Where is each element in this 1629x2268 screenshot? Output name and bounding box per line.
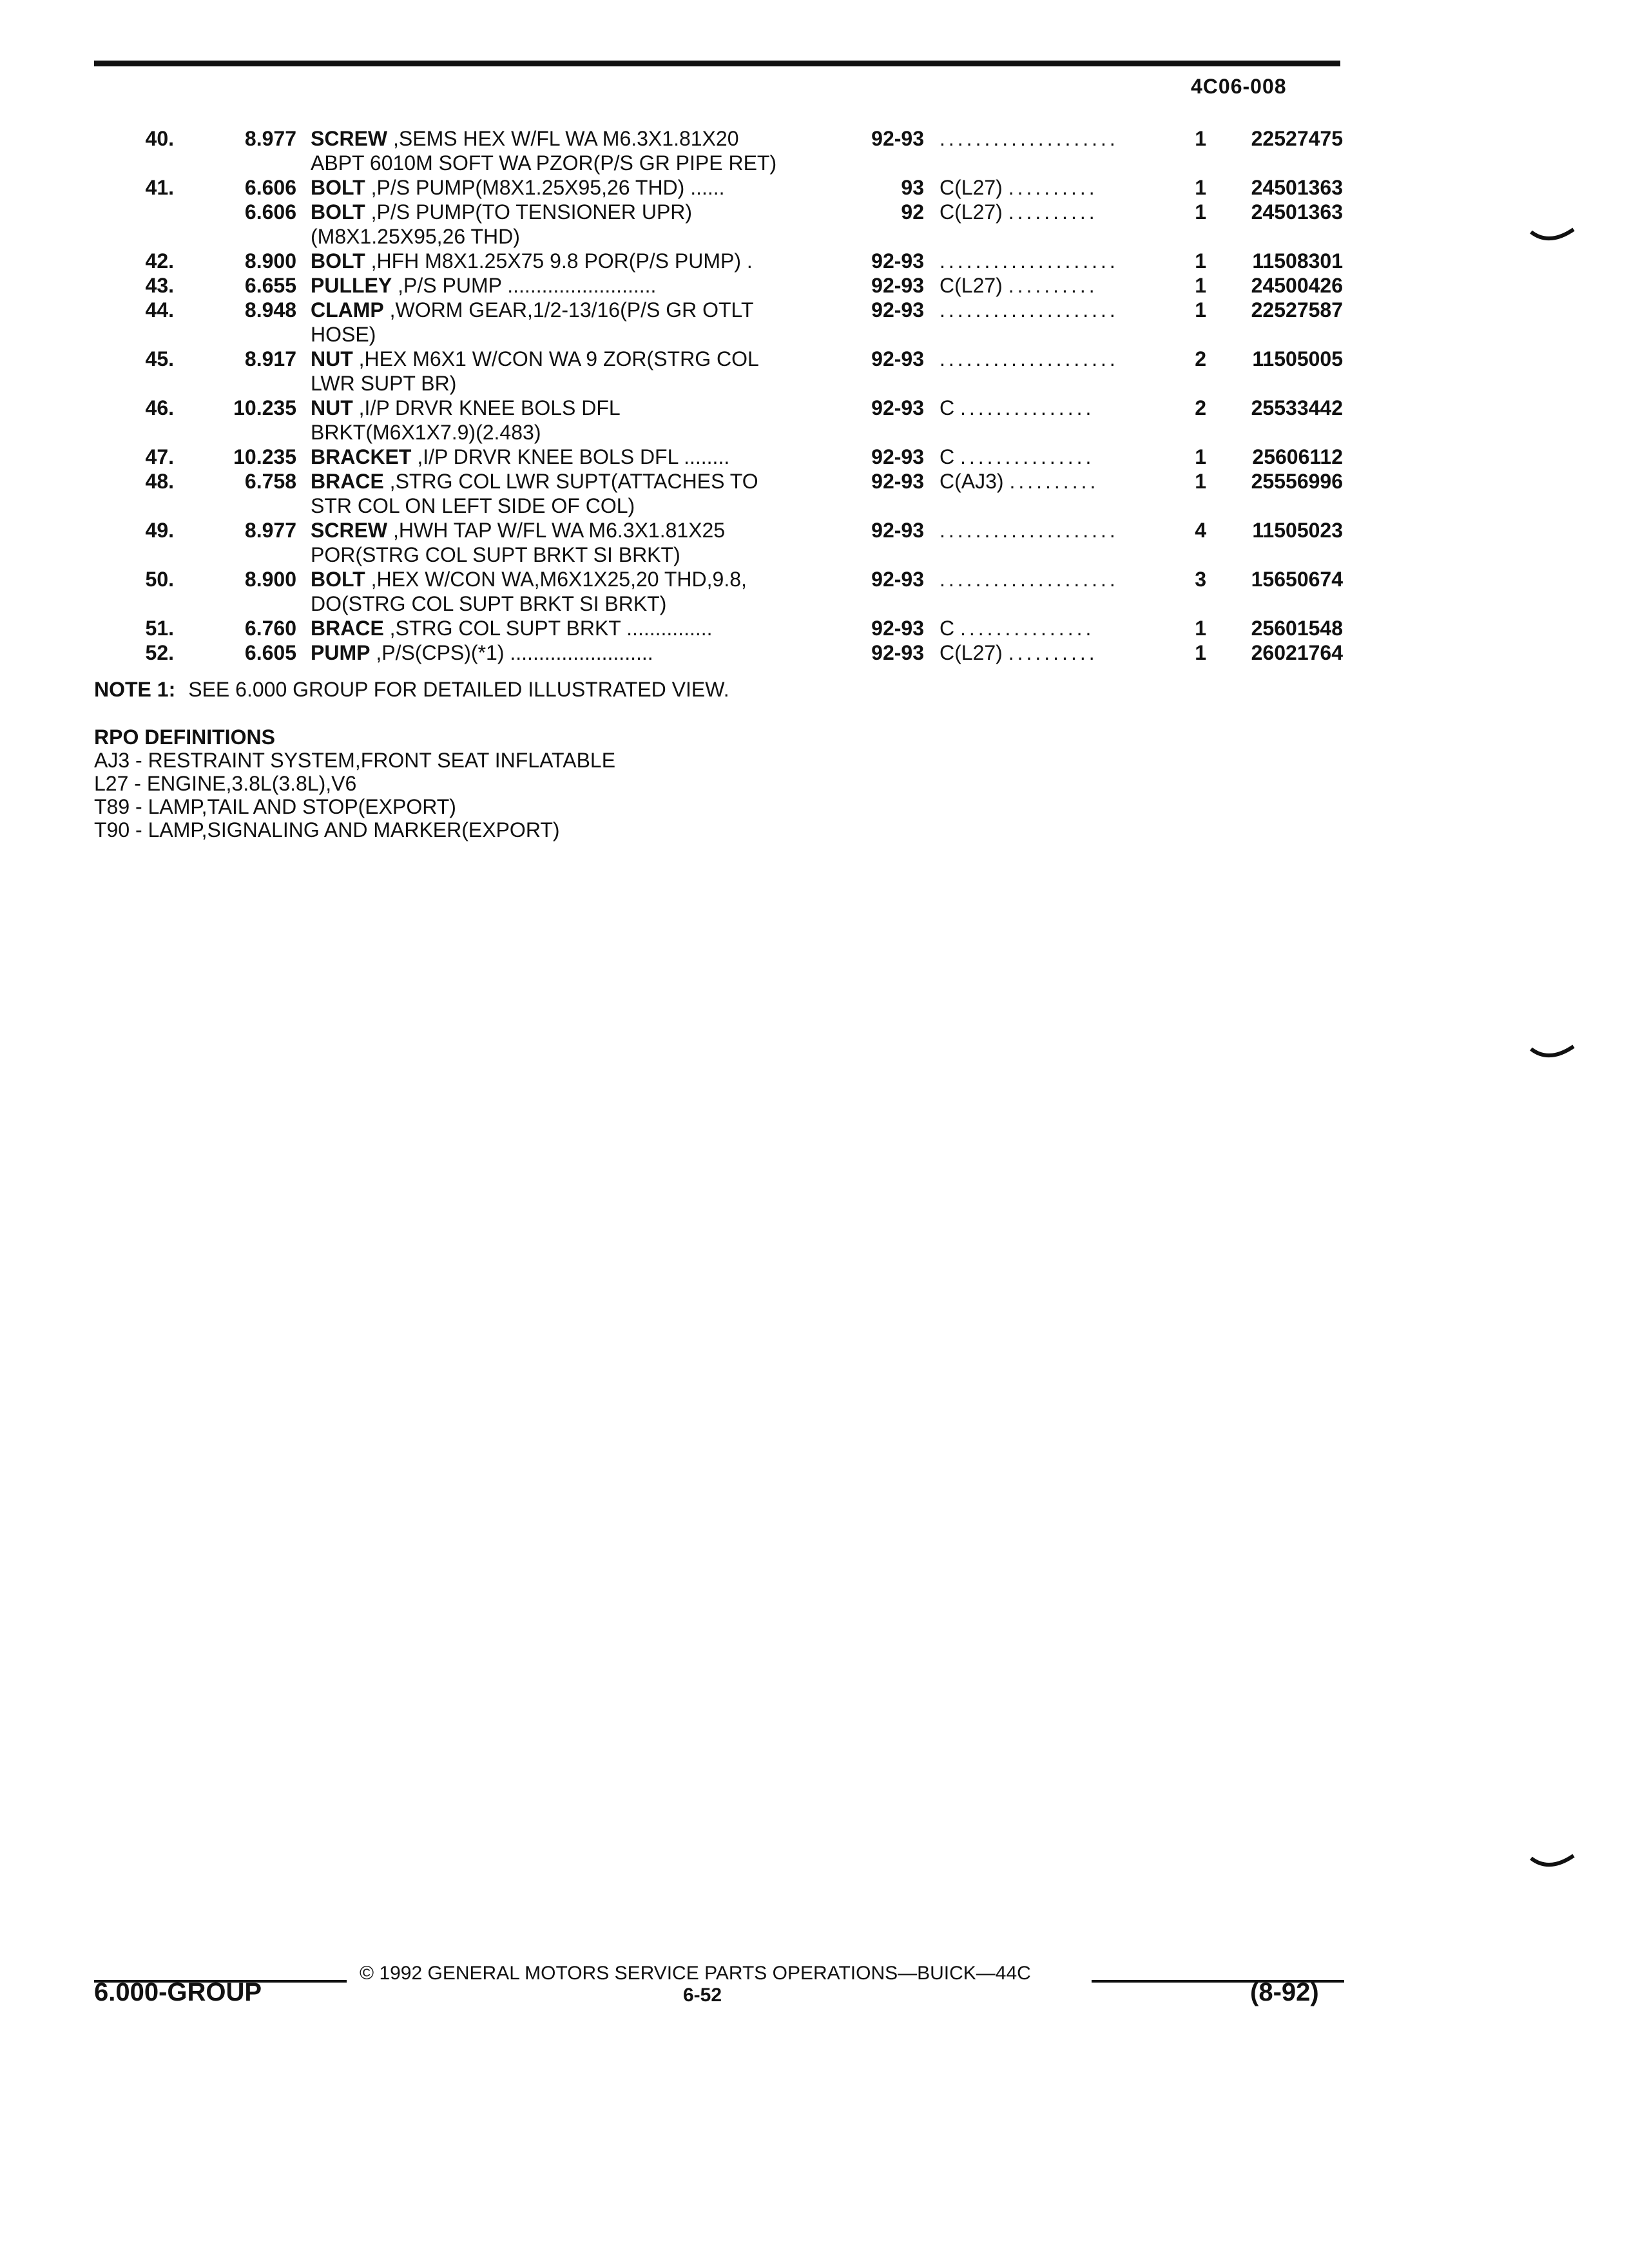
part-description: ,HEX W/CON WA,M6X1X25,20 THD,9.8, — [365, 568, 747, 591]
rpo-definitions — [94, 726, 615, 841]
description — [311, 175, 839, 200]
leader-dots: .................... — [940, 127, 1119, 150]
item-number: 40. — [145, 127, 174, 150]
footer-group: 6.000-GROUP — [94, 1978, 262, 2006]
usage-code — [940, 567, 1159, 591]
part-name: PUMP — [311, 641, 371, 664]
group-number: 6.758 — [244, 470, 296, 493]
rpo-item: T90 - LAMP,SIGNALING AND MARKER(EXPORT) — [94, 818, 560, 841]
leader-dots: .................... — [940, 519, 1119, 542]
part-name: NUT — [311, 347, 353, 370]
item-number: 43. — [145, 274, 174, 297]
part-description: STR COL ON LEFT SIDE OF COL) — [311, 494, 635, 517]
part-description: ,STRG COL SUPT BRKT ............... — [383, 617, 713, 640]
part-number: 25606112 — [1252, 445, 1343, 468]
leader-dots: ............... — [960, 445, 1095, 468]
part-description: DO(STRG COL SUPT BRKT SI BRKT) — [311, 592, 667, 615]
usage-code — [940, 175, 1159, 200]
rpo-item: L27 - ENGINE,3.8L(3.8L),V6 — [94, 772, 357, 795]
table-row — [0, 543, 1629, 567]
table-row — [0, 347, 1629, 371]
rpo-heading: RPO DEFINITIONS — [94, 726, 275, 749]
model-years: 92-93 — [871, 396, 924, 419]
part-description: LWR SUPT BR) — [311, 372, 457, 395]
quantity: 2 — [1195, 396, 1206, 419]
binder-hole-mark — [1530, 1044, 1575, 1063]
table-row — [0, 371, 1629, 396]
item-number: 42. — [145, 249, 174, 273]
group-number: 8.977 — [244, 519, 296, 542]
description — [311, 420, 839, 445]
table-row — [0, 322, 1629, 347]
description — [311, 518, 839, 543]
usage-code-text: C — [940, 617, 955, 640]
usage-code — [940, 640, 1159, 665]
item-number: 44. — [145, 298, 174, 322]
description — [311, 543, 839, 567]
table-row — [0, 126, 1629, 151]
table-row — [0, 298, 1629, 322]
part-number: 15650674 — [1251, 568, 1343, 591]
footer-date: (8-92) — [1250, 1978, 1319, 2006]
quantity: 1 — [1195, 641, 1206, 664]
part-name: BOLT — [311, 176, 365, 199]
part-description: ,WORM GEAR,1/2-13/16(P/S GR OTLT — [383, 298, 754, 322]
group-number: 6.605 — [244, 641, 296, 664]
description — [311, 469, 839, 494]
table-row — [0, 273, 1629, 298]
quantity: 1 — [1195, 176, 1206, 199]
item-number: 46. — [145, 396, 174, 419]
model-years: 93 — [901, 176, 924, 199]
item-number: 45. — [145, 347, 174, 370]
part-description: HOSE) — [311, 323, 376, 346]
part-description: ,P/S(CPS)(*1) ......................... — [370, 641, 653, 664]
leader-dots: .......... — [1008, 274, 1098, 297]
usage-code — [940, 298, 1159, 322]
leader-dots: .................... — [940, 568, 1119, 591]
table-row — [0, 396, 1629, 420]
table-row — [0, 616, 1629, 640]
quantity: 2 — [1195, 347, 1206, 370]
part-description: POR(STRG COL SUPT BRKT SI BRKT) — [311, 543, 680, 566]
group-number: 6.606 — [244, 200, 296, 224]
rpo-item: AJ3 - RESTRAINT SYSTEM,FRONT SEAT INFLATABLE — [94, 749, 616, 772]
leader-dots: .......... — [1008, 641, 1098, 664]
page-code: 4C06-008 — [1191, 75, 1287, 98]
usage-code-text: C(L27) — [940, 274, 1003, 297]
description — [311, 640, 839, 665]
model-years: 92-93 — [871, 568, 924, 591]
part-name: BOLT — [311, 249, 365, 273]
part-name: BRACKET — [311, 445, 412, 468]
note — [94, 678, 729, 702]
group-number: 8.977 — [244, 127, 296, 150]
part-number: 11505005 — [1252, 347, 1343, 370]
quantity: 1 — [1195, 470, 1206, 493]
part-number: 25556996 — [1251, 470, 1343, 493]
description — [311, 151, 839, 175]
leader-dots: .................... — [940, 347, 1119, 370]
part-name: SCREW — [311, 519, 388, 542]
usage-code — [940, 273, 1159, 298]
part-description: ,P/S PUMP(TO TENSIONER UPR) — [365, 200, 693, 224]
part-number: 25601548 — [1251, 617, 1343, 640]
model-years: 92-93 — [871, 249, 924, 273]
group-number: 10.235 — [233, 445, 296, 468]
description — [311, 126, 839, 151]
usage-code — [940, 445, 1159, 469]
usage-code-text: C(L27) — [940, 641, 1003, 664]
model-years: 92 — [901, 200, 924, 224]
part-name: CLAMP — [311, 298, 384, 322]
part-number: 24501363 — [1251, 200, 1343, 224]
table-row — [0, 224, 1629, 249]
description — [311, 371, 839, 396]
model-years: 92-93 — [871, 274, 924, 297]
table-row — [0, 151, 1629, 175]
table-row — [0, 640, 1629, 665]
model-years: 92-93 — [871, 641, 924, 664]
part-name: BRACE — [311, 470, 384, 493]
usage-code — [940, 249, 1159, 273]
item-number: 51. — [145, 617, 174, 640]
group-number: 8.917 — [244, 347, 296, 370]
quantity: 1 — [1195, 200, 1206, 224]
part-description: ,HFH M8X1.25X75 9.8 POR(P/S PUMP) . — [365, 249, 753, 273]
binder-hole-mark — [1530, 1853, 1575, 1872]
usage-code — [940, 347, 1159, 371]
group-number: 8.900 — [244, 568, 296, 591]
description — [311, 616, 839, 640]
part-description: ,I/P DRVR KNEE BOLS DFL ........ — [411, 445, 730, 468]
quantity: 4 — [1195, 519, 1206, 542]
table-row — [0, 567, 1629, 591]
part-description: ,STRG COL LWR SUPT(ATTACHES TO — [383, 470, 758, 493]
leader-dots: .................... — [940, 298, 1119, 322]
model-years: 92-93 — [871, 445, 924, 468]
description — [311, 494, 839, 518]
note-text: SEE 6.000 GROUP FOR DETAILED ILLUSTRATED VIEW. — [188, 678, 729, 701]
leader-dots: ............... — [960, 396, 1095, 419]
table-row — [0, 200, 1629, 224]
group-number: 6.655 — [244, 274, 296, 297]
quantity: 1 — [1195, 127, 1206, 150]
part-name: NUT — [311, 396, 353, 419]
quantity: 3 — [1195, 568, 1206, 591]
quantity: 1 — [1195, 617, 1206, 640]
description — [311, 347, 839, 371]
part-number: 11508301 — [1252, 249, 1343, 273]
leader-dots: .......... — [1008, 200, 1098, 224]
item-number: 49. — [145, 519, 174, 542]
quantity: 1 — [1195, 445, 1206, 468]
model-years: 92-93 — [871, 470, 924, 493]
top-rule — [94, 61, 1340, 66]
part-description: BRKT(M6X1X7.9)(2.483) — [311, 421, 541, 444]
item-number: 50. — [145, 568, 174, 591]
item-number: 52. — [145, 641, 174, 664]
table-row — [0, 175, 1629, 200]
usage-code-text: C — [940, 396, 955, 419]
part-name: PULLEY — [311, 274, 392, 297]
part-number: 25533442 — [1251, 396, 1343, 419]
usage-code — [940, 616, 1159, 640]
item-number: 47. — [145, 445, 174, 468]
usage-code-text: C(L27) — [940, 176, 1003, 199]
part-number: 11505023 — [1252, 519, 1343, 542]
model-years: 92-93 — [871, 347, 924, 370]
footer-page-number: 6-52 — [683, 1984, 722, 2006]
part-description: ,I/P DRVR KNEE BOLS DFL — [352, 396, 621, 419]
description — [311, 200, 839, 224]
table-row — [0, 518, 1629, 543]
description — [311, 224, 839, 249]
rpo-item: T89 - LAMP,TAIL AND STOP(EXPORT) — [94, 795, 456, 818]
usage-code-text: C — [940, 445, 955, 468]
usage-code — [940, 126, 1159, 151]
part-number: 22527587 — [1251, 298, 1343, 322]
part-description: ,HWH TAP W/FL WA M6.3X1.81X25 — [387, 519, 726, 542]
part-description: ,HEX M6X1 W/CON WA 9 ZOR(STRG COL — [352, 347, 759, 370]
part-description: (M8X1.25X95,26 THD) — [311, 225, 520, 248]
model-years: 92-93 — [871, 298, 924, 322]
footer-copyright: © 1992 GENERAL MOTORS SERVICE PARTS OPERATIONS—BUICK—44C — [360, 1963, 1031, 1984]
model-years: 92-93 — [871, 519, 924, 542]
leader-dots: .......... — [1009, 470, 1099, 493]
part-name: BOLT — [311, 568, 365, 591]
group-number: 6.606 — [244, 176, 296, 199]
description — [311, 322, 839, 347]
usage-code — [940, 200, 1159, 224]
table-row — [0, 469, 1629, 494]
table-row — [0, 445, 1629, 469]
part-number: 24500426 — [1251, 274, 1343, 297]
table-row — [0, 249, 1629, 273]
table-row — [0, 591, 1629, 616]
description — [311, 396, 839, 420]
leader-dots: .................... — [940, 249, 1119, 273]
quantity: 1 — [1195, 274, 1206, 297]
table-row — [0, 494, 1629, 518]
part-description: ,SEMS HEX W/FL WA M6.3X1.81X20 — [387, 127, 739, 150]
usage-code — [940, 518, 1159, 543]
part-description: ,P/S PUMP(M8X1.25X95,26 THD) ...... — [365, 176, 725, 199]
part-number: 26021764 — [1251, 641, 1343, 664]
part-name: BRACE — [311, 617, 384, 640]
item-number: 48. — [145, 470, 174, 493]
part-description: ,P/S PUMP .......................... — [392, 274, 657, 297]
model-years: 92-93 — [871, 617, 924, 640]
table-row — [0, 420, 1629, 445]
group-number: 8.948 — [244, 298, 296, 322]
description — [311, 591, 839, 616]
group-number: 10.235 — [233, 396, 296, 419]
part-description: ABPT 6010M SOFT WA PZOR(P/S GR PIPE RET) — [311, 151, 777, 175]
quantity: 1 — [1195, 298, 1206, 322]
binder-hole-mark — [1530, 227, 1575, 246]
note-label: NOTE 1: — [94, 678, 176, 701]
description — [311, 273, 839, 298]
description — [311, 445, 839, 469]
usage-code — [940, 396, 1159, 420]
usage-code-text: C(L27) — [940, 200, 1003, 224]
description — [311, 567, 839, 591]
part-number: 22527475 — [1251, 127, 1343, 150]
quantity: 1 — [1195, 249, 1206, 273]
item-number: 41. — [145, 176, 174, 199]
model-years: 92-93 — [871, 127, 924, 150]
usage-code — [940, 469, 1159, 494]
group-number: 8.900 — [244, 249, 296, 273]
part-name: BOLT — [311, 200, 365, 224]
usage-code-text: C(AJ3) — [940, 470, 1004, 493]
part-number: 24501363 — [1251, 176, 1343, 199]
parts-list — [0, 126, 1629, 665]
description — [311, 249, 839, 273]
part-name: SCREW — [311, 127, 388, 150]
description — [311, 298, 839, 322]
group-number: 6.760 — [244, 617, 296, 640]
leader-dots: .......... — [1008, 176, 1098, 199]
leader-dots: ............... — [960, 617, 1095, 640]
